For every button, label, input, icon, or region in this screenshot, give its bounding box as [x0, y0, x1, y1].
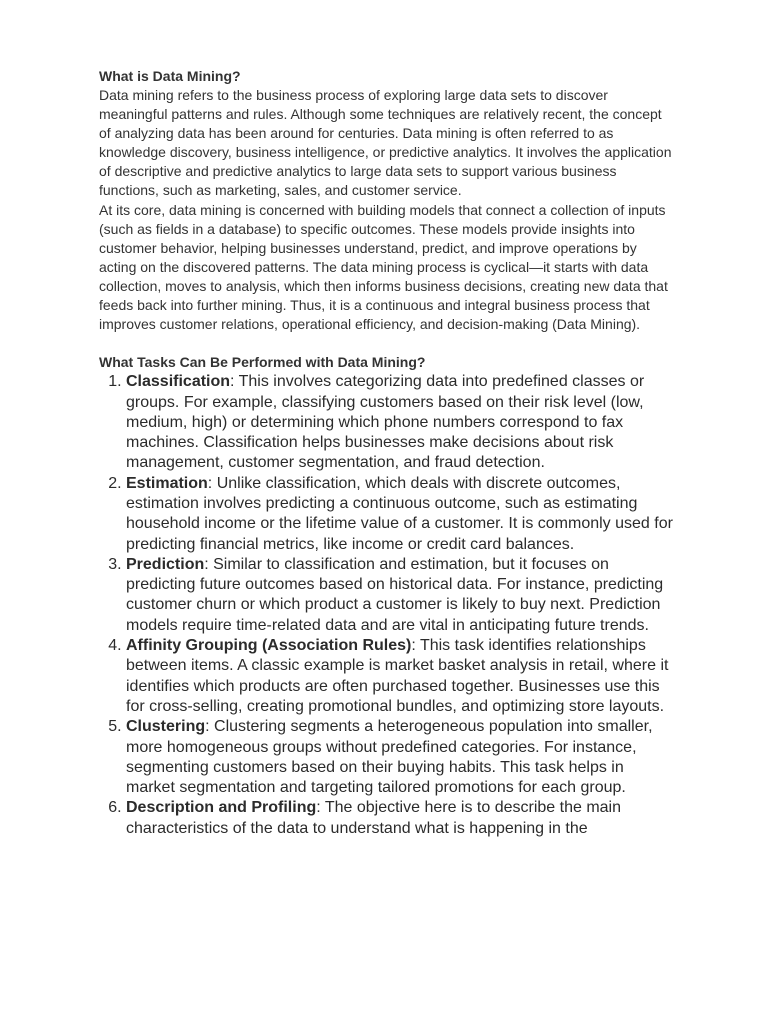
task-term-affinity-grouping: Affinity Grouping (Association Rules) — [126, 637, 412, 655]
list-item — [126, 372, 674, 473]
task-description: : Similar to classification and estimation, but it focuses on predicting future outcomes based on historical data. For instance, predicting customer churn or which product a customer is likely to buy next. Prediction models require time-related data and are vital in anticipating future trends. — [126, 555, 664, 634]
task-term-classification: Classification — [126, 373, 231, 391]
task-description: : This task identifies relationships between items. A classic example is market basket analysis in retail, where it identifies which products are often purchased together. Businesses use this for cross-selling, creating promotional bundles, and optimizing store layouts. — [126, 637, 669, 715]
section-heading-tasks: What Tasks Can Be Performed with Data Mining? — [99, 354, 426, 371]
list-item — [126, 636, 674, 717]
tasks-list — [99, 372, 674, 839]
intro-paragraph-1: Data mining refers to the business process of exploring large data sets to discover meaningful patterns and rules. Although some techniques are relatively recent, the concept of analyzing data has been around for centuries. Data mining is often referred to as knowledge discovery, business intelligence, or predictive analytics. It involves the application of descriptive and predictive analytics to large data sets to support various business functions, such as marketing, sales, and customer service. — [99, 87, 672, 199]
section-heading-what-is-data-mining: What is Data Mining? — [99, 68, 241, 84]
task-description: : This involves categorizing data into predefined classes or groups. For example, classifying customers based on their risk level (low, medium, high) or determining which phone numbers correspond to fax machines. Classification helps businesses make decisions about risk management, customer segmentation, and fraud detection. — [126, 373, 645, 472]
list-item — [126, 555, 674, 636]
task-term-clustering: Clustering — [126, 718, 206, 736]
task-description: : Unlike classification, which deals with discrete outcomes, estimation involves predicting a continuous outcome, such as estimating household income or the lifetime value of a customer. It is commonly used for predicting financial metrics, like income or credit card balances. — [126, 474, 673, 553]
task-term-estimation: Estimation — [126, 474, 208, 492]
section-spacer — [99, 334, 674, 353]
document-page — [99, 67, 674, 839]
intro-paragraph-2: At its core, data mining is concerned with building models that connect a collection of inputs (such as fields in a database) to specific outcomes. These models provide insights into customer behavior, helping businesses understand, predict, and improve operations by acting on the discovered patterns. The data mining process is cyclical—it starts with data collection, moves to analysis, which then informs business decisions, creating new data that feeds back into further mining. Thus, it is a continuous and integral business process that improves customer relations, operational efficiency, and decision-making (Data Mining). — [99, 201, 668, 333]
list-item — [126, 474, 674, 555]
task-description: : The objective here is to describe the main characteristics of the data to understand what is happening in the — [126, 799, 621, 837]
task-term-prediction: Prediction — [126, 555, 205, 573]
list-item — [126, 717, 674, 798]
task-term-description-profiling: Description and Profiling — [126, 799, 317, 817]
task-description: : Clustering segments a heterogeneous population into smaller, more homogeneous groups without predefined categories. For instance, segmenting customers based on their buying habits. This task helps in market segmentation and targeting tailored promotions for each group. — [126, 718, 653, 797]
list-item — [126, 798, 674, 839]
